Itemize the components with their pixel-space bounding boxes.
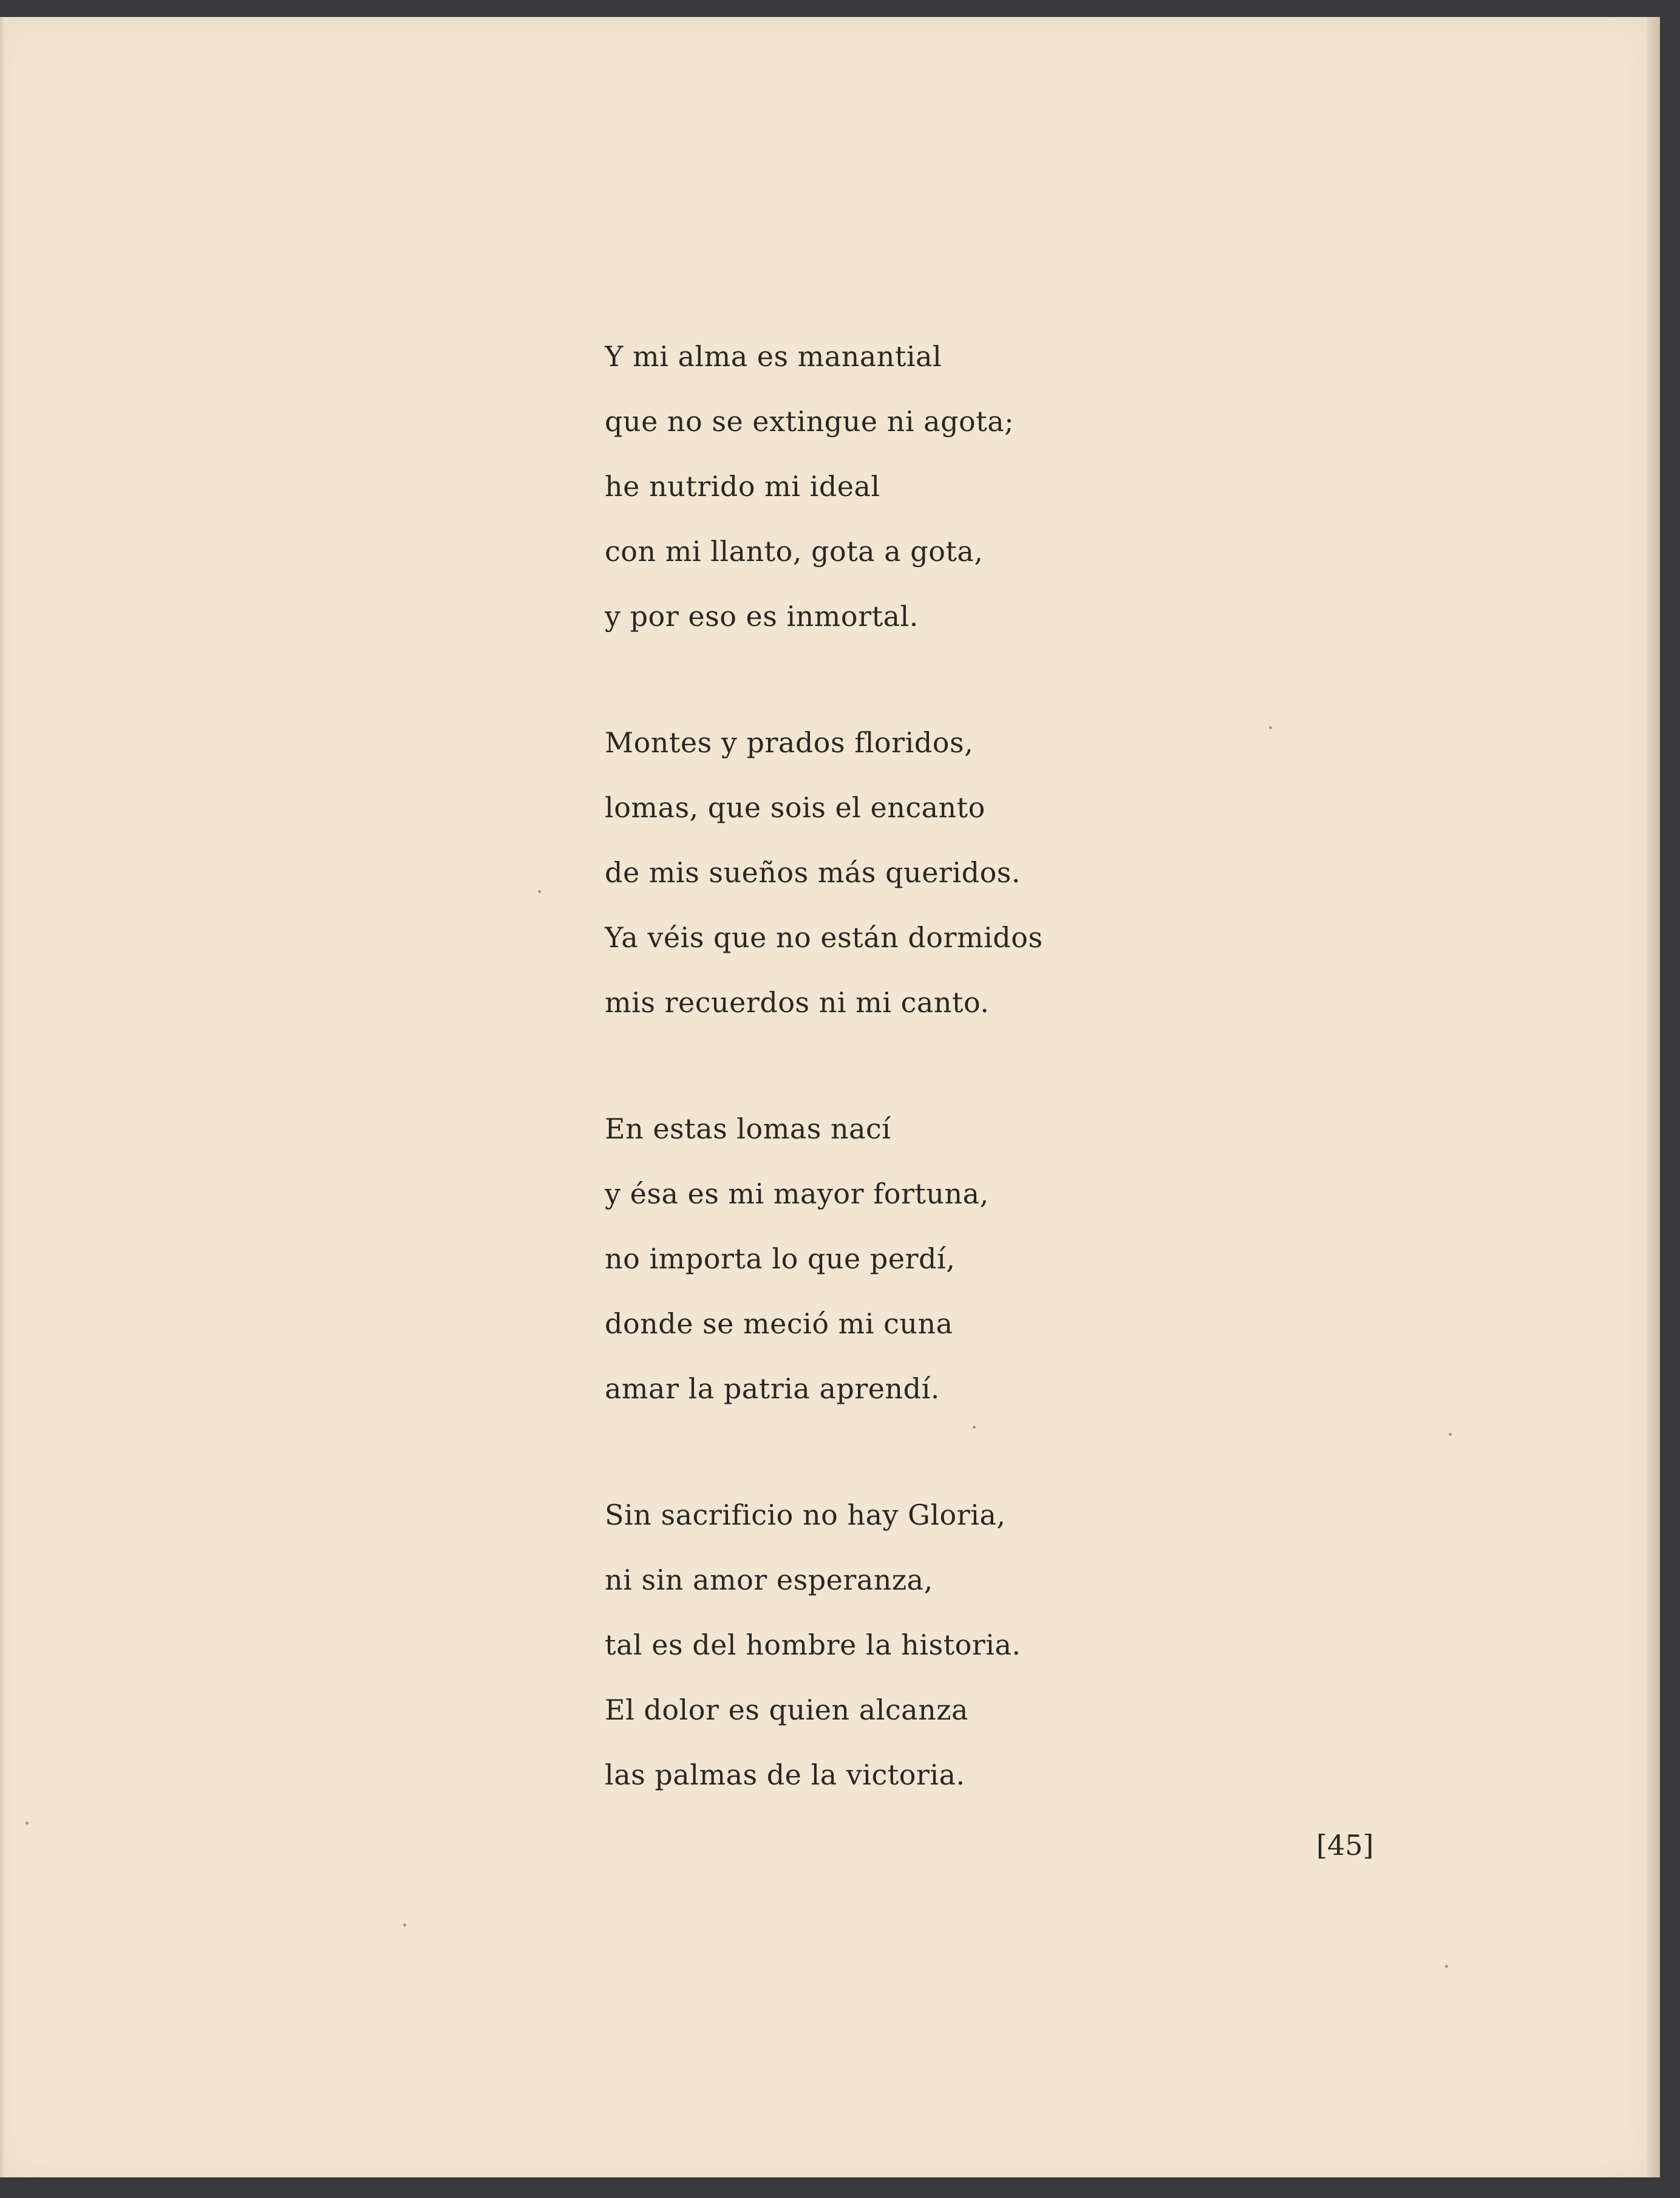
poem-line: Montes y prados floridos, [605, 726, 974, 759]
poem-line: donde se meció mi cuna [605, 1307, 953, 1340]
paper-speck [26, 1822, 29, 1825]
poem-line: y por eso es inmortal. [605, 600, 919, 633]
paper-speck [973, 1426, 976, 1429]
paper-speck [538, 890, 541, 893]
page-right-edge [1647, 17, 1660, 2177]
page-left-edge [0, 17, 6, 2177]
poem-line: En estas lomas nací [605, 1112, 891, 1145]
poem-line: Y mi alma es manantial [605, 340, 942, 373]
paper-speck [1269, 726, 1272, 729]
paper-speck [403, 1924, 406, 1927]
paper-speck [1449, 1433, 1452, 1436]
poem-line: Ya véis que no están dormidos [605, 921, 1043, 954]
poem-line: amar la patria aprendí. [605, 1372, 940, 1405]
poem-line: de mis sueños más queridos. [605, 856, 1021, 889]
poem-line: mis recuerdos ni mi canto. [605, 986, 990, 1019]
page-number: [45] [1316, 1829, 1374, 1862]
poem-line: tal es del hombre la historia. [605, 1628, 1021, 1661]
poem-line: y ésa es mi mayor fortuna, [605, 1177, 989, 1210]
poem-line: he nutrido mi ideal [605, 470, 880, 503]
paper-speck [1445, 1965, 1448, 1968]
poem-line: El dolor es quien alcanza [605, 1693, 968, 1726]
poem-line: que no se extingue ni agota; [605, 405, 1015, 438]
poem-line: las palmas de la victoria. [605, 1758, 965, 1791]
poem-line: lomas, que sois el encanto [605, 791, 985, 824]
poem-line: ni sin amor esperanza, [605, 1563, 933, 1596]
poem-line: Sin sacrificio no hay Gloria, [605, 1499, 1006, 1531]
poem-line: no importa lo que perdí, [605, 1242, 956, 1275]
poem-line: con mi llanto, gota a gota, [605, 535, 984, 568]
